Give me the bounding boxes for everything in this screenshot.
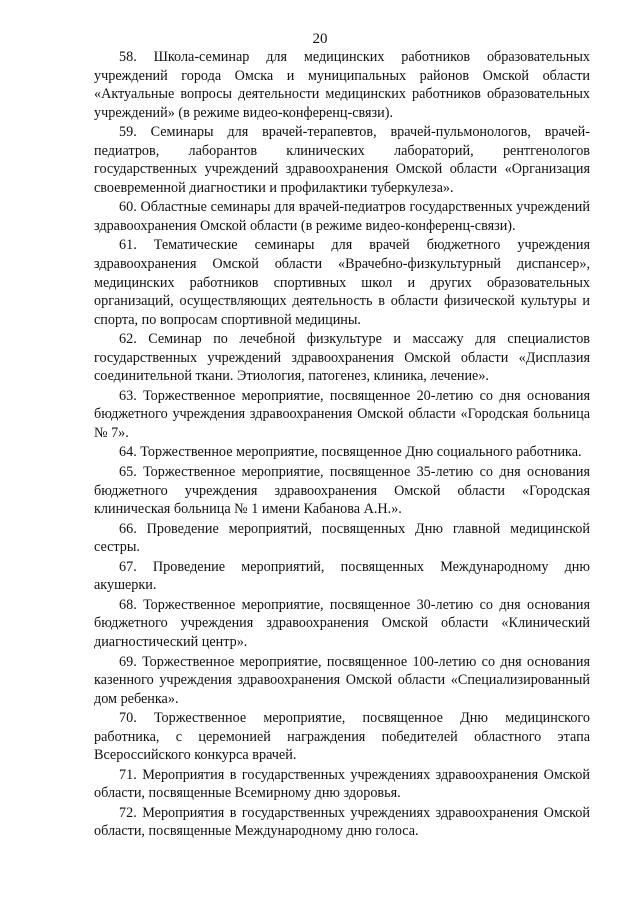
list-item-61: 61. Тематические семинары для врачей бюджетного учреждения здравоохранения Омской области «Врачебно-физкультурный диспансер», медицинских работников спортивных школ и других образовательных организаций, осуществляющих деятельность в области физической культуры и спорта, по вопросам спортивной медицины. xyxy=(94,237,590,328)
list-item-60: 60. Областные семинары для врачей-педиатров государственных учреждений здравоохранения Омской области (в режиме видео-конференц-связи). xyxy=(94,199,590,234)
list-item-58: 58. Школа-семинар для медицинских работников образовательных учреждений города Омска и муниципальных районов Омской области «Актуальные вопросы деятельности медицинских работников образовательных учреждений» (в режиме видео-конференц-связи). xyxy=(94,49,590,121)
list-item-68: 68. Торжественное мероприятие, посвященное 30-летию со дня основания бюджетного учреждения здравоохранения Омской области «Клинический диагностический центр». xyxy=(94,596,590,650)
list-item-71: 71. Мероприятия в государственных учреждениях здравоохранения Омской области, посвященные Всемирному дню здоровья. xyxy=(94,766,590,802)
document-body xyxy=(94,48,590,842)
list-item-59: 59. Семинары для врачей-терапевтов, врачей-пульмонологов, врачей-педиатров, лаборантов клинических лабораторий, рентгенологов государственных учреждений здравоохранения Омской области «Организация своевременной диагностики и профилактики туберкулеза». xyxy=(94,124,590,196)
list-item-65: 65. Торжественное мероприятие, посвященное 35-летию со дня основания бюджетного учреждения здравоохранения Омской области «Городская клиническая больница № 1 имени Кабанова А.Н.». xyxy=(94,464,590,518)
list-item-70: 70. Торжественное мероприятие, посвященное Дню медицинского работника, с церемонией награждения победителей областного этапа Всероссийского конкурса врачей. xyxy=(94,710,590,764)
list-item-62: 62. Семинар по лечебной физкультуре и массажу для специалистов государственных учреждений здравоохранения Омской области «Дисплазия соединительной ткани. Этиология, патогенез, клиника, лечение». xyxy=(94,331,590,385)
list-item-67: 67. Проведение мероприятий, посвященных Международному дню акушерки. xyxy=(94,558,590,594)
list-item-66: 66. Проведение мероприятий, посвященных Дню главной медицинской сестры. xyxy=(94,520,590,556)
list-item-69: 69. Торжественное мероприятие, посвященное 100-летию со дня основания казенного учреждения здравоохранения Омской области «Специализированный дом ребенка». xyxy=(94,653,590,707)
list-item-63: 63. Торжественное мероприятие, посвященное 20-летию со дня основания бюджетного учреждения здравоохранения Омской области «Городская больница № 7». xyxy=(94,387,590,441)
page-number: 20 xyxy=(312,31,328,47)
list-item-64: 64. Торжественное мероприятие, посвященное Дню социального работника. xyxy=(119,444,582,461)
list-item-72: 72. Мероприятия в государственных учреждениях здравоохранения Омской области, посвященные Международному дню голоса. xyxy=(94,804,590,840)
